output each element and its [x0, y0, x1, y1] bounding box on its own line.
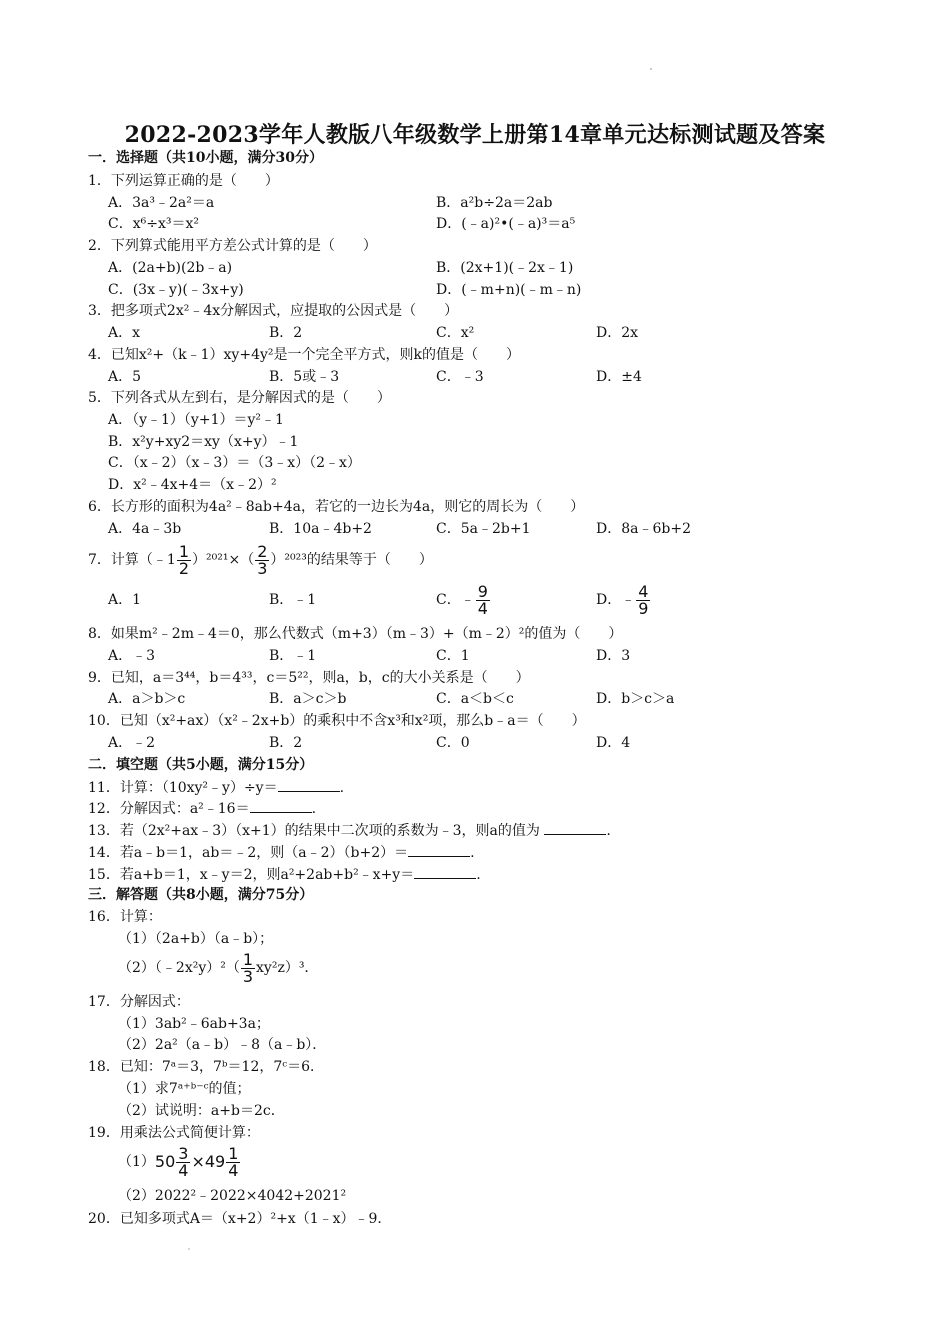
- q16-part-2-pre: （2）（﹣2x²y）²（: [118, 960, 240, 976]
- q13-period: .: [606, 823, 611, 839]
- fraction-four-ninths: [636, 581, 650, 618]
- q13-text: 13．若（2x²+ax﹣3）（x+1）的结果中二次项的系数为﹣3，则a的值为: [88, 823, 540, 839]
- q11-text: 11．计算：（10xy²﹣y）÷y＝: [88, 780, 278, 796]
- answer-blank[interactable]: [544, 820, 606, 835]
- q6-option-d: D．8a﹣6b+2: [596, 521, 691, 537]
- q7-option-c: [436, 580, 491, 620]
- answer-blank[interactable]: [278, 777, 340, 792]
- section-heading-solve: 三．解答题（共8小题，满分75分）: [88, 887, 314, 903]
- q18-part-1: （1）求7ᵃ⁺ᵇ⁻ᶜ的值；: [118, 1081, 251, 1097]
- q7-text-post: ）²⁰²³的结果等于（ ）: [270, 552, 433, 568]
- question-20: 20．已知多项式A＝（x+2）²+x（1﹣x）﹣9．: [88, 1211, 392, 1227]
- question-7: [88, 540, 433, 580]
- q18-part-2: （2）试说明：a+b＝2c．: [118, 1103, 285, 1119]
- times-sign: ×: [191, 1152, 205, 1171]
- fraction-denominator: 4: [178, 1160, 189, 1180]
- q7-option-b: B．﹣1: [269, 592, 317, 608]
- page-title: 2022-2023学年人教版八年级数学上册第14章单元达标测试题及答案: [124, 122, 826, 148]
- question-16: 16．计算：: [88, 909, 162, 925]
- question-18: 18．已知：7ᵃ＝3，7ᵇ＝12，7ᶜ＝6．: [88, 1059, 325, 1075]
- fraction-numerator: 4: [638, 581, 649, 601]
- q1-option-a: A．3a³﹣2a²＝a: [108, 195, 215, 211]
- q6-option-c: C．5a﹣2b+1: [436, 521, 531, 537]
- fraction-numerator: 2: [257, 541, 268, 561]
- q19-part-1-label: （1）: [118, 1154, 155, 1170]
- question-1: 1．下列运算正确的是（ ）: [88, 173, 279, 189]
- fraction-numerator: 1: [178, 541, 190, 561]
- q5-option-a: A．（y﹣1）（y+1）＝y²﹣1: [108, 412, 284, 428]
- section-heading-choice: 一．选择题（共10小题，满分30分）: [88, 150, 323, 166]
- question-9: 9．已知，a＝3⁴⁴，b＝4³³，c＝5²²，则a，b，c的大小关系是（ ）: [88, 670, 530, 686]
- question-3: 3．把多项式2x²﹣4x分解因式，应提取的公因式是（ ）: [88, 303, 459, 319]
- q12-text: 12．分解因式：a²﹣16＝: [88, 801, 250, 817]
- q17-part-2: （2）2a²（a﹣b）﹣8（a﹣b）．: [118, 1037, 327, 1053]
- q5-option-b: B．x²y+xy2＝xy（x+y）﹣1: [108, 434, 299, 450]
- answer-blank[interactable]: [408, 842, 470, 857]
- fraction-denominator: 3: [257, 558, 268, 578]
- mixed-number-whole: 50: [154, 1152, 176, 1171]
- question-19: 19．用乘法公式简便计算：: [88, 1125, 260, 1141]
- q9-option-d: D．b＞c＞a: [596, 691, 675, 707]
- fraction-one-third: [241, 949, 255, 986]
- q10-option-c: C．0: [436, 735, 470, 751]
- fraction-numerator: 9: [477, 581, 488, 601]
- q1-option-c: C．x⁶÷x³＝x²: [108, 216, 199, 232]
- q8-option-c: C．1: [436, 648, 470, 664]
- q7-text-pre: 7．计算（﹣1: [88, 552, 176, 568]
- q2-option-c: C．(3x﹣y)(﹣3x+y): [108, 282, 244, 298]
- answer-blank[interactable]: [414, 864, 476, 879]
- q9-option-a: A．a＞b＞c: [108, 691, 186, 707]
- q16-part-2-post: xy²z）³．: [256, 960, 319, 976]
- scan-speck: [188, 1248, 190, 1250]
- fraction-numerator: 1: [228, 1143, 239, 1163]
- question-13: [88, 820, 611, 841]
- q7-option-c-label: C．﹣: [436, 592, 475, 608]
- q7-option-d: [596, 580, 651, 620]
- q9-option-c: C．a＜b＜c: [436, 691, 514, 707]
- fraction-one-fourth: [226, 1143, 240, 1180]
- q17-part-1: （1）3ab²﹣6ab+3a；: [118, 1016, 270, 1032]
- q4-option-a: A．5: [108, 369, 142, 385]
- q6-option-b: B．10a﹣4b+2: [269, 521, 372, 537]
- q2-option-b: B．(2x+1)(﹣2x﹣1): [436, 260, 574, 276]
- q7-text-mid: ）²⁰²¹×（: [192, 552, 255, 568]
- question-5: 5．下列各式从左到右，是分解因式的是（ ）: [88, 390, 391, 406]
- question-8: 8．如果m²﹣2m﹣4＝0，那么代数式（m+3）（m﹣3）+（m﹣2）²的值为（ ）: [88, 626, 623, 642]
- scan-speck: [650, 68, 652, 70]
- fraction-numerator: 3: [178, 1143, 189, 1163]
- q9-option-b: B．a＞c＞b: [269, 691, 347, 707]
- mixed-number-whole: 49: [204, 1152, 226, 1171]
- q19-part-1: [118, 1141, 241, 1183]
- question-6: 6．长方形的面积为4a²﹣8ab+4a，若它的一边长为4a，则它的周长为（ ）: [88, 499, 585, 515]
- question-14: [88, 842, 475, 863]
- fraction-two-thirds: [255, 541, 269, 578]
- fraction-one-half: [177, 541, 191, 578]
- question-11: [88, 777, 344, 798]
- fraction-nine-fourths: [476, 581, 490, 618]
- q15-period: .: [476, 867, 481, 883]
- fraction-denominator: 3: [242, 966, 254, 986]
- q4-option-b: B．5或﹣3: [269, 369, 340, 385]
- section-heading-fill: 二．填空题（共5小题，满分15分）: [88, 757, 314, 773]
- q4-option-c: C．﹣3: [436, 369, 484, 385]
- q10-option-b: B．2: [269, 735, 303, 751]
- q8-option-b: B．﹣1: [269, 648, 317, 664]
- q19-part-2: （2）2022²﹣2022×4042+2021²: [118, 1188, 347, 1204]
- q1-option-b: B．a²b÷2a＝2ab: [436, 195, 553, 211]
- q14-text: 14．若a﹣b＝1，ab＝﹣2，则（a﹣2）（b+2）＝: [88, 845, 409, 861]
- question-4: 4．已知x²+（k﹣1）xy+4y²是一个完全平方式，则k的值是（ ）: [88, 347, 520, 363]
- q8-option-a: A．﹣3: [108, 648, 156, 664]
- question-12: [88, 798, 316, 819]
- q1-option-d: D．(﹣a)²•(﹣a)³＝a⁵: [436, 216, 576, 232]
- q3-option-a: A．x: [108, 325, 141, 341]
- q14-period: .: [470, 845, 475, 861]
- q16-part-2: [118, 948, 318, 988]
- q7-option-a: A．1: [108, 592, 142, 608]
- fraction-denominator: 2: [178, 558, 190, 578]
- q7-option-d-label: D．﹣: [596, 592, 636, 608]
- q5-option-c: C．（x﹣2）（x﹣3）＝（3﹣x）（2﹣x）: [108, 455, 361, 471]
- fraction-denominator: 9: [638, 598, 649, 618]
- question-10: 10．已知（x²+ax）（x²﹣2x+b）的乘积中不含x³和x²项，那么b﹣a＝（ ）: [88, 713, 586, 729]
- q10-option-d: D．4: [596, 735, 631, 751]
- q10-option-a: A．﹣2: [108, 735, 156, 751]
- q2-option-d: D．(﹣m+n)(﹣m﹣n): [436, 282, 582, 298]
- q5-option-d: D．x²﹣4x+4＝（x﹣2）²: [108, 477, 277, 493]
- q16-part-1: （1）（2a+b）（a﹣b）；: [118, 931, 274, 947]
- q4-option-d: D．±4: [596, 369, 642, 385]
- fraction-denominator: 4: [228, 1160, 239, 1180]
- question-2: 2．下列算式能用平方差公式计算的是（ ）: [88, 238, 377, 254]
- q3-option-b: B．2: [269, 325, 303, 341]
- question-17: 17．分解因式：: [88, 994, 190, 1010]
- question-15: [88, 864, 481, 885]
- q3-option-c: C．x²: [436, 325, 475, 341]
- fraction-denominator: 4: [477, 598, 488, 618]
- fraction-numerator: 1: [242, 949, 254, 969]
- answer-blank[interactable]: [250, 798, 312, 813]
- q2-option-a: A．(2a+b)(2b﹣a): [108, 260, 233, 276]
- q3-option-d: D．2x: [596, 325, 639, 341]
- q8-option-d: D．3: [596, 648, 631, 664]
- q15-text: 15．若a+b＝1，x﹣y＝2，则a²+2ab+b²﹣x+y＝: [88, 867, 415, 883]
- q6-option-a: A．4a﹣3b: [108, 521, 182, 537]
- fraction-three-fourths: [176, 1143, 190, 1180]
- q12-period: .: [311, 801, 317, 817]
- q11-period: .: [339, 780, 345, 796]
